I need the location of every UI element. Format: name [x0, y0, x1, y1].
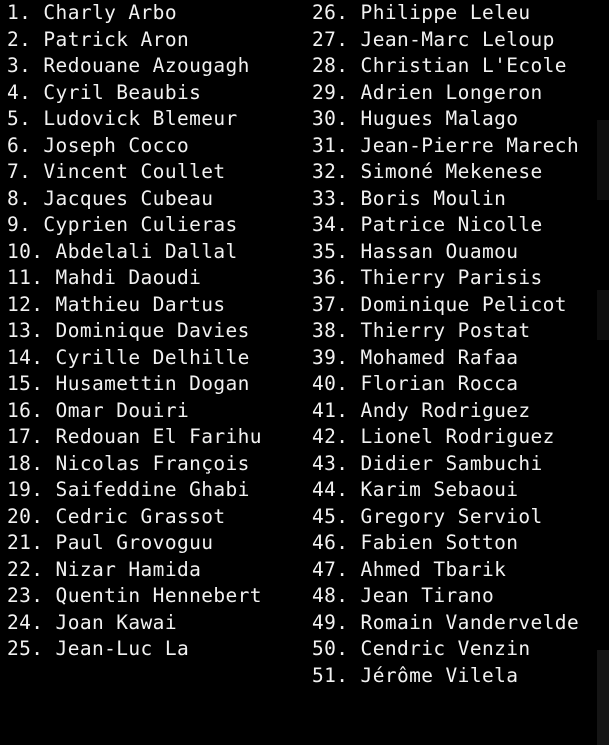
name-list-item: 32. Simoné Mekenese	[312, 160, 543, 183]
name-list-item: 10. Abdelali Dallal	[7, 239, 238, 263]
name-list-item: 17. Redouan El Farihu	[7, 425, 262, 448]
name-list-item: 29. Adrien Longeron	[312, 80, 543, 104]
name-list-item: 40. Florian Rocca	[312, 372, 519, 395]
name-list-item: 35. Hassan Ouamou	[312, 239, 519, 263]
name-list-item: 13. Dominique Davies	[7, 319, 250, 342]
name-list-item: 49. Romain Vandervelde	[312, 610, 580, 634]
name-list-item: 38. Thierry Postat	[312, 319, 531, 342]
name-list-item: 27. Jean-Marc Leloup	[312, 27, 555, 51]
name-list-item: 45. Gregory Serviol	[312, 504, 543, 528]
name-list-item: 26. Philippe Leleu	[312, 1, 531, 24]
name-list-item: 20. Cedric Grassot	[7, 504, 226, 528]
background-fragment	[597, 120, 609, 200]
name-list-item: 50. Cendric Venzin	[312, 637, 531, 660]
name-list-item: 9. Cyprien Culieras	[7, 213, 238, 236]
name-list-item: 44. Karim Sebaoui	[312, 478, 519, 501]
name-list-item: 41. Andy Rodriguez	[312, 398, 531, 422]
name-list-item: 48. Jean Tirano	[312, 584, 495, 607]
name-list-item: 2. Patrick Aron	[7, 27, 190, 51]
name-list-item: 4. Cyril Beaubis	[7, 80, 202, 104]
name-list-item: 8. Jacques Cubeau	[7, 186, 214, 210]
name-list-item: 46. Fabien Sotton	[312, 531, 519, 554]
name-list-item: 43. Didier Sambuchi	[312, 451, 543, 475]
name-list-item: 14. Cyrille Delhille	[7, 345, 250, 369]
name-list-item: 3. Redouane Azougagh	[7, 54, 250, 77]
name-list-item: 5. Ludovick Blemeur	[7, 107, 238, 130]
name-list-item: 21. Paul Grovoguu	[7, 531, 214, 554]
name-list-item: 12. Mathieu Dartus	[7, 292, 226, 316]
name-list-item: 24. Joan Kawai	[7, 610, 177, 634]
name-list-item: 18. Nicolas François	[7, 451, 250, 475]
background-fragment	[597, 650, 609, 745]
name-list-item: 31. Jean-Pierre Marech	[312, 133, 580, 157]
name-list-item: 19. Saifeddine Ghabi	[7, 478, 250, 501]
names-list-right-column	[312, 0, 609, 689]
name-list-item: 7. Vincent Coullet	[7, 160, 226, 183]
name-list-item: 33. Boris Moulin	[312, 186, 507, 210]
name-list-item: 16. Omar Douiri	[7, 398, 190, 422]
name-list-item: 47. Ahmed Tbarik	[312, 557, 507, 581]
name-list-item: 23. Quentin Hennebert	[7, 584, 262, 607]
name-list-item: 30. Hugues Malago	[312, 107, 519, 130]
name-list-item: 34. Patrice Nicolle	[312, 213, 543, 236]
name-list-item: 37. Dominique Pelicot	[312, 292, 567, 316]
name-list-item: 6. Joseph Cocco	[7, 133, 190, 157]
name-list-item: 11. Mahdi Daoudi	[7, 266, 202, 289]
name-list-item: 28. Christian L'Ecole	[312, 54, 567, 77]
name-list-item: 42. Lionel Rodriguez	[312, 425, 555, 448]
name-list-item: 51. Jérôme Vilela	[312, 663, 519, 687]
name-list-item: 1. Charly Arbo	[7, 1, 177, 24]
names-list-left-column	[7, 0, 307, 663]
name-list-item: 25. Jean-Luc La	[7, 637, 190, 660]
name-list-item: 39. Mohamed Rafaa	[312, 345, 519, 369]
name-list-item: 36. Thierry Parisis	[312, 266, 543, 289]
name-list-item: 15. Husamettin Dogan	[7, 372, 250, 395]
name-list-item: 22. Nizar Hamida	[7, 557, 202, 581]
background-fragment	[597, 290, 609, 340]
